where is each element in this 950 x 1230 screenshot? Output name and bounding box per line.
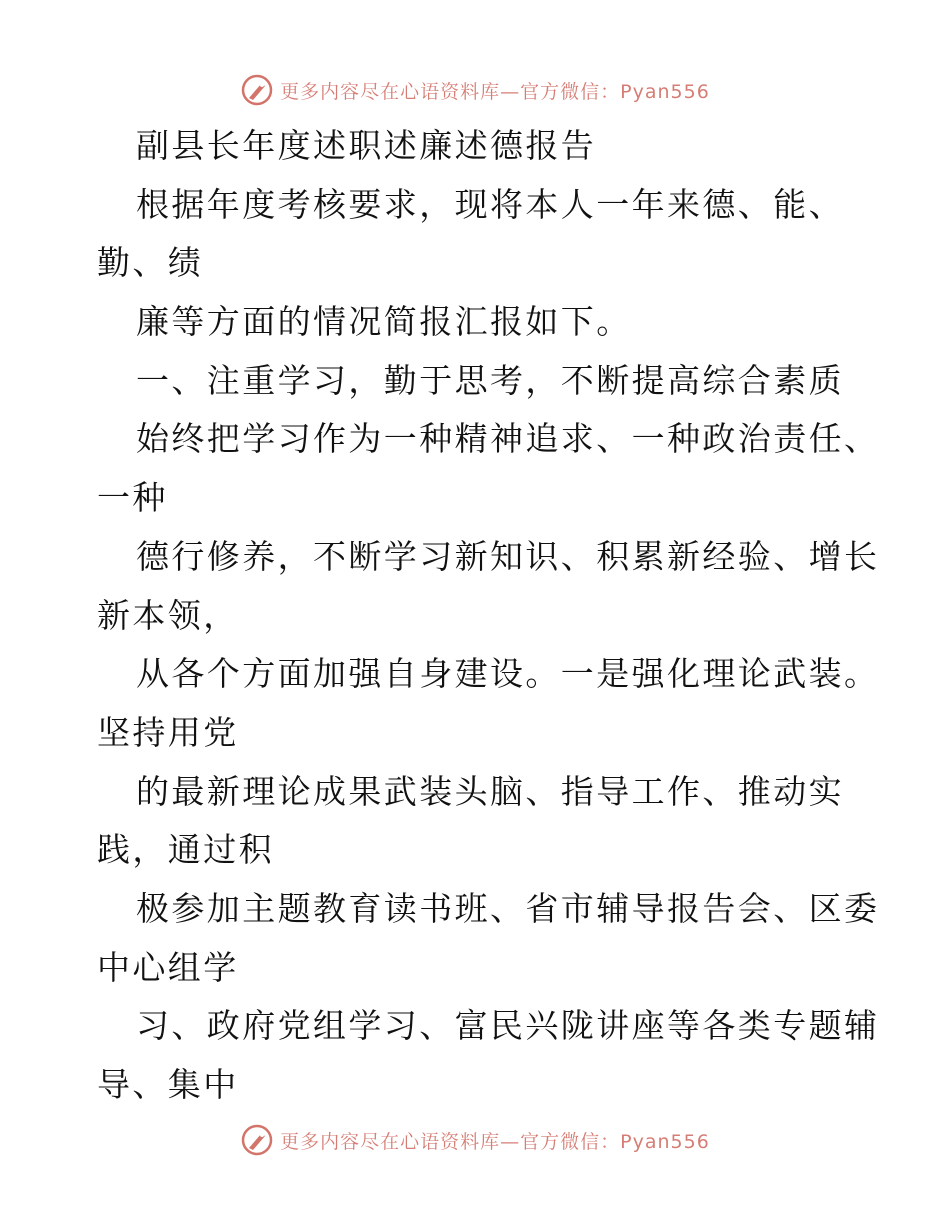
document-line: 副县长年度述职述廉述德报告	[136, 126, 597, 165]
watermark-text: 更多内容尽在心语资料库—官方微信：Pyan556	[280, 80, 710, 103]
document-line: 根据年度考核要求，现将本人一年来德、能、	[136, 184, 844, 224]
document-line: 坚持用党	[97, 712, 239, 752]
pen-logo-icon	[240, 73, 274, 107]
document-line: 的最新理论成果武装头脑、指导工作、推动实	[136, 771, 844, 811]
document-line: 一种	[97, 478, 168, 518]
pen-logo-icon	[240, 1123, 274, 1157]
document-line: 廉等方面的情况简报汇报如下。	[136, 302, 632, 342]
document-line: 中心组学	[97, 947, 239, 987]
document-line: 从各个方面加强自身建设。一是强化理论武装。	[136, 654, 880, 694]
document-line: 践，通过积	[97, 830, 274, 870]
document-body	[97, 117, 880, 1115]
document-line: 导、集中	[97, 1065, 239, 1104]
document-line: 一、注重学习，勤于思考，不断提高综合素质	[136, 360, 844, 400]
watermark-text: 更多内容尽在心语资料库—官方微信：Pyan556	[280, 1130, 710, 1153]
document-line: 新本领，	[97, 595, 239, 635]
document-line: 勤、绩	[97, 243, 204, 283]
document-line: 始终把学习作为一种精神追求、一种政治责任、	[136, 419, 880, 459]
header-watermark	[0, 70, 950, 110]
document-line: 极参加主题教育读书班、省市辅导报告会、区委	[136, 888, 880, 928]
document-line: 德行修养，不断学习新知识、积累新经验、增长	[136, 536, 880, 576]
document-line: 习、政府党组学习、富民兴陇讲座等各类专题辅	[136, 1006, 880, 1046]
footer-watermark	[0, 1120, 950, 1160]
